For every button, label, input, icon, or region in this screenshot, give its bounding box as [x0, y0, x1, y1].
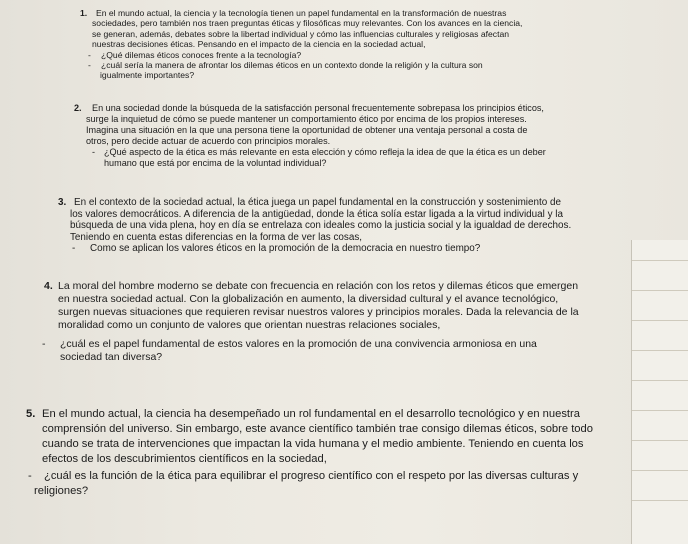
question-text-line: otros, pero decide actuar de acuerdo con principios morales.	[86, 136, 331, 146]
question-text-line: sociedades, pero también nos traen preguntas éticas y filosóficas muy relevantes. Con los avances en la ciencia,	[92, 18, 523, 29]
question-text-line: En una sociedad donde la búsqueda de la satisfacción personal frecuentemente sobrepasa los principios éticos,	[92, 103, 544, 113]
sub-question-line: igualmente importantes?	[100, 70, 195, 81]
question-number: 4.	[44, 280, 53, 292]
bullet-dash: -	[88, 49, 91, 60]
sub-question-line: ¿cuál sería la manera de afrontar los dilemas éticos en un contexto donde la religión y la cultura son	[101, 60, 483, 70]
question-text-line: En el mundo actual, la ciencia y la tecnología tienen un papel fundamental en la transformación de nuestras	[96, 8, 507, 18]
question-text-line: se generan, además, debates sobre la libertad individual y cómo las influencias culturales y religiosas afectan	[92, 28, 510, 39]
question-text-line: los valores democráticos. A diferencia de la antigüedad, donde la ética solía estar ligada a la virtud individual y la	[70, 208, 563, 220]
bullet-dash: -	[42, 338, 46, 350]
bullet-dash: -	[92, 147, 96, 157]
question-text-line: en nuestra sociedad actual. Con la globalización en aumento, la diversidad cultural y el avance tecnológico,	[58, 293, 559, 305]
question-text-line: surge la inquietud de cómo se puede mantener un comportamiento ético por encima de los propios intereses.	[86, 114, 527, 124]
question-text-line: En el contexto de la sociedad actual, la ética juega un papel fundamental en la construcción y sostenimiento de	[74, 197, 561, 208]
question-text-line: moralidad como un conjunto de valores que orientan nuestras relaciones sociales,	[58, 319, 441, 331]
sub-question-line: ¿Qué dilemas éticos conoces frente a la tecnología?	[101, 49, 302, 60]
bullet-dash: -	[28, 470, 32, 482]
question-number: 1.	[80, 8, 88, 18]
question-number: 2.	[74, 103, 82, 113]
question-number: 5.	[26, 408, 36, 420]
question-text-line: cuando se trata de intervenciones que impactan la vida humana y el medio ambiente. Teniendo en cuenta los	[42, 438, 584, 450]
question-text-line: nuestras decisiones éticas. Pensando en el impacto de la ciencia en la sociedad actual,	[92, 39, 426, 50]
sub-question-line: Como se aplican los valores éticos en la promoción de la democracia en nuestro tiempo?	[90, 243, 481, 255]
question-text-line: efectos de los descubrimientos científicos en la sociedad,	[42, 453, 327, 465]
question-text-line: surgen nuevas situaciones que requieren revisar nuestros valores y principios morales. Dada la relevancia de la	[58, 306, 579, 318]
sub-question-line: humano que está por encima de la voluntad individual?	[104, 158, 327, 168]
sub-question-line: sociedad tan diversa?	[60, 351, 163, 363]
sub-question-line: ¿Qué aspecto de la ética es más relevante en esta elección y cómo refleja la idea de que la ética es un deber	[104, 147, 546, 157]
sub-question-line: religiones?	[34, 485, 89, 497]
bullet-dash: -	[72, 243, 76, 255]
underlying-notebook-edge	[631, 240, 688, 544]
bullet-dash: -	[88, 60, 91, 70]
question-text-line: En el mundo actual, la ciencia ha desempeñado un rol fundamental en el desarrollo tecnológico y en nuestra	[42, 408, 580, 420]
sub-question-line: ¿cuál es el papel fundamental de estos valores en la promoción de una convivencia armoniosa en una	[60, 338, 537, 350]
sub-question-line: ¿cuál es la función de la ética para equilibrar el progreso científico con el respeto por las diversas culturas y	[44, 470, 579, 482]
question-number: 3.	[58, 197, 67, 208]
question-text-line: búsqueda de una vida plena, hoy en día se entrelaza con ideales como la justicia social y la igualdad de derechos.	[70, 220, 572, 232]
question-text-line: La moral del hombre moderno se debate con frecuencia en relación con los retos y dilemas éticos que emergen	[58, 280, 579, 292]
question-text-line: Imagina una situación en la que una persona tiene la oportunidad de obtener una ventaja personal a costa de	[86, 125, 528, 135]
question-text-line: Teniendo en cuenta estas diferencias en la forma de ver las cosas,	[70, 231, 363, 243]
question-text-line: comprensión del universo. Sin embargo, este avance científico también trae consigo dilemas éticos, sobre todo	[42, 423, 593, 435]
